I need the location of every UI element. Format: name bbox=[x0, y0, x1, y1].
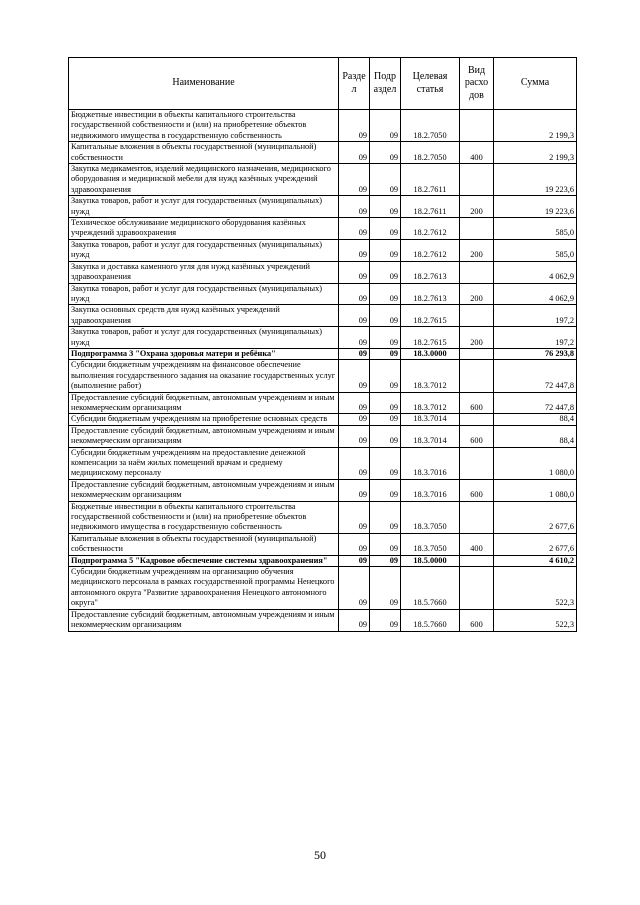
row-section: 09 bbox=[339, 196, 370, 218]
table-row bbox=[69, 239, 577, 261]
row-name: Капитальные вложения в объекты государственной (муниципальной) собственности bbox=[69, 142, 339, 164]
row-target: 18.2.7611 bbox=[401, 164, 460, 196]
row-exp-type: 600 bbox=[460, 609, 494, 631]
row-target: 18.3.0000 bbox=[401, 348, 460, 359]
row-section: 09 bbox=[339, 348, 370, 359]
row-subsection: 09 bbox=[370, 305, 401, 327]
row-section: 09 bbox=[339, 327, 370, 349]
row-section: 09 bbox=[339, 533, 370, 555]
row-subsection: 09 bbox=[370, 239, 401, 261]
row-name: Техническое обслуживание медицинского оборудования казённых учреждений здравоохранения bbox=[69, 218, 339, 240]
table-row bbox=[69, 567, 577, 610]
row-exp-type bbox=[460, 414, 494, 425]
row-exp-type bbox=[460, 555, 494, 566]
row-exp-type bbox=[460, 501, 494, 533]
row-section: 09 bbox=[339, 218, 370, 240]
row-subsection: 09 bbox=[370, 479, 401, 501]
row-section: 09 bbox=[339, 555, 370, 566]
row-subsection: 09 bbox=[370, 447, 401, 479]
row-exp-type: 200 bbox=[460, 196, 494, 218]
row-exp-type bbox=[460, 261, 494, 283]
row-exp-type: 200 bbox=[460, 239, 494, 261]
table-row bbox=[69, 218, 577, 240]
header-exp-type: Вид расхо дов bbox=[460, 58, 494, 110]
row-exp-type bbox=[460, 218, 494, 240]
budget-table-frame bbox=[68, 57, 576, 632]
table-row bbox=[69, 196, 577, 218]
row-subsection: 09 bbox=[370, 327, 401, 349]
row-exp-type: 600 bbox=[460, 479, 494, 501]
row-subsection: 09 bbox=[370, 414, 401, 425]
table-row bbox=[69, 261, 577, 283]
row-section: 09 bbox=[339, 360, 370, 392]
row-name: Закупка товаров, работ и услуг для государственных (муниципальных) нужд bbox=[69, 283, 339, 305]
row-sum: 197,2 bbox=[494, 305, 577, 327]
row-name: Закупка основных средств для нужд казённых учреждений здравоохранения bbox=[69, 305, 339, 327]
row-sum: 4 062,9 bbox=[494, 261, 577, 283]
table-row bbox=[69, 110, 577, 142]
row-name: Подпрограмма 5 "Кадровое обеспечение системы здравоохранения" bbox=[69, 555, 339, 566]
row-subsection: 09 bbox=[370, 392, 401, 414]
row-target: 18.2.7612 bbox=[401, 239, 460, 261]
row-target: 18.2.7615 bbox=[401, 327, 460, 349]
row-section: 09 bbox=[339, 567, 370, 610]
row-section: 09 bbox=[339, 110, 370, 142]
row-sum: 19 223,6 bbox=[494, 196, 577, 218]
row-sum: 2 199,3 bbox=[494, 110, 577, 142]
row-name: Бюджетные инвестиции в объекты капитального строительства государственной собственности и (или) на приобретение объектов недвижимого имущества в государственную собственность bbox=[69, 501, 339, 533]
row-sum: 88,4 bbox=[494, 414, 577, 425]
row-exp-type: 200 bbox=[460, 283, 494, 305]
row-name: Предоставление субсидий бюджетным, автономным учреждениям и иным некоммерческим организациям bbox=[69, 609, 339, 631]
table-row bbox=[69, 283, 577, 305]
row-section: 09 bbox=[339, 392, 370, 414]
row-exp-type: 600 bbox=[460, 392, 494, 414]
row-target: 18.5.7660 bbox=[401, 609, 460, 631]
row-sum: 2 677,6 bbox=[494, 533, 577, 555]
row-sum: 1 080,0 bbox=[494, 479, 577, 501]
table-row bbox=[69, 164, 577, 196]
table-row bbox=[69, 501, 577, 533]
table-row bbox=[69, 533, 577, 555]
row-sum: 4 062,9 bbox=[494, 283, 577, 305]
row-target: 18.2.7050 bbox=[401, 142, 460, 164]
row-name: Закупка товаров, работ и услуг для государственных (муниципальных) нужд bbox=[69, 196, 339, 218]
row-sum: 585,0 bbox=[494, 239, 577, 261]
row-target: 18.2.7613 bbox=[401, 261, 460, 283]
row-subsection: 09 bbox=[370, 218, 401, 240]
row-section: 09 bbox=[339, 501, 370, 533]
row-exp-type: 600 bbox=[460, 425, 494, 447]
row-name: Субсидии бюджетным учреждениям на организацию обучения медицинского персонала в рамках государственной программы Ненецкого автономного округа "Развитие здравоохранения Ненецкого автономного округа" bbox=[69, 567, 339, 610]
row-name: Капитальные вложения в объекты государственной (муниципальной) собственности bbox=[69, 533, 339, 555]
row-subsection: 09 bbox=[370, 110, 401, 142]
row-target: 18.3.7016 bbox=[401, 479, 460, 501]
row-subsection: 09 bbox=[370, 196, 401, 218]
table-row bbox=[69, 360, 577, 392]
row-name: Подпрограмма 3 "Охрана здоровья матери и ребёнка" bbox=[69, 348, 339, 359]
row-target: 18.3.7012 bbox=[401, 392, 460, 414]
header-row bbox=[69, 58, 577, 110]
row-name: Бюджетные инвестиции в объекты капитального строительства государственной собственности и (или) на приобретение объектов недвижимого имущества в государственную собственность bbox=[69, 110, 339, 142]
row-exp-type: 400 bbox=[460, 533, 494, 555]
row-subsection: 09 bbox=[370, 348, 401, 359]
row-exp-type bbox=[460, 164, 494, 196]
row-section: 09 bbox=[339, 261, 370, 283]
row-name: Закупка товаров, работ и услуг для государственных (муниципальных) нужд bbox=[69, 327, 339, 349]
row-target: 18.3.7012 bbox=[401, 360, 460, 392]
table-row bbox=[69, 555, 577, 566]
header-sum: Сумма bbox=[494, 58, 577, 110]
row-sum: 2 199,3 bbox=[494, 142, 577, 164]
row-sum: 88,4 bbox=[494, 425, 577, 447]
row-target: 18.2.7611 bbox=[401, 196, 460, 218]
row-name: Предоставление субсидий бюджетным, автономным учреждениям и иным некоммерческим организациям bbox=[69, 392, 339, 414]
row-section: 09 bbox=[339, 609, 370, 631]
row-name: Субсидии бюджетным учреждениям на финансовое обеспечение выполнения государственного задания на оказание государственных услуг (выполнение работ) bbox=[69, 360, 339, 392]
row-sum: 2 677,6 bbox=[494, 501, 577, 533]
table-row bbox=[69, 479, 577, 501]
row-subsection: 09 bbox=[370, 555, 401, 566]
table-row bbox=[69, 425, 577, 447]
row-sum: 1 080,0 bbox=[494, 447, 577, 479]
row-sum: 4 610,2 bbox=[494, 555, 577, 566]
header-target: Целевая статья bbox=[401, 58, 460, 110]
row-section: 09 bbox=[339, 414, 370, 425]
row-section: 09 bbox=[339, 142, 370, 164]
table-row bbox=[69, 447, 577, 479]
row-subsection: 09 bbox=[370, 164, 401, 196]
page-number: 50 bbox=[314, 848, 326, 862]
row-sum: 19 223,6 bbox=[494, 164, 577, 196]
row-exp-type bbox=[460, 110, 494, 142]
row-subsection: 09 bbox=[370, 501, 401, 533]
row-target: 18.3.7014 bbox=[401, 414, 460, 425]
row-subsection: 09 bbox=[370, 360, 401, 392]
row-exp-type bbox=[460, 360, 494, 392]
table-row bbox=[69, 609, 577, 631]
row-target: 18.2.7615 bbox=[401, 305, 460, 327]
row-section: 09 bbox=[339, 447, 370, 479]
row-section: 09 bbox=[339, 479, 370, 501]
row-section: 09 bbox=[339, 239, 370, 261]
header-section: Разде л bbox=[339, 58, 370, 110]
table-body bbox=[69, 110, 577, 632]
row-name: Предоставление субсидий бюджетным, автономным учреждениям и иным некоммерческим организациям bbox=[69, 425, 339, 447]
row-name: Закупка товаров, работ и услуг для государственных (муниципальных) нужд bbox=[69, 239, 339, 261]
row-target: 18.5.0000 bbox=[401, 555, 460, 566]
row-exp-type bbox=[460, 447, 494, 479]
row-section: 09 bbox=[339, 283, 370, 305]
row-target: 18.2.7613 bbox=[401, 283, 460, 305]
row-subsection: 09 bbox=[370, 283, 401, 305]
row-exp-type: 200 bbox=[460, 327, 494, 349]
row-subsection: 09 bbox=[370, 142, 401, 164]
row-subsection: 09 bbox=[370, 609, 401, 631]
row-target: 18.3.7050 bbox=[401, 501, 460, 533]
row-subsection: 09 bbox=[370, 425, 401, 447]
row-subsection: 09 bbox=[370, 533, 401, 555]
row-section: 09 bbox=[339, 425, 370, 447]
budget-table bbox=[68, 57, 577, 632]
row-subsection: 09 bbox=[370, 567, 401, 610]
row-target: 18.2.7050 bbox=[401, 110, 460, 142]
row-exp-type bbox=[460, 305, 494, 327]
row-name: Субсидии бюджетным учреждениям на приобретение основных средств bbox=[69, 414, 339, 425]
table-row bbox=[69, 392, 577, 414]
row-exp-type: 400 bbox=[460, 142, 494, 164]
row-subsection: 09 bbox=[370, 261, 401, 283]
table-row bbox=[69, 414, 577, 425]
table-row bbox=[69, 305, 577, 327]
row-exp-type bbox=[460, 348, 494, 359]
row-name: Субсидии бюджетным учреждениям на предоставление денежной компенсации за наём жилых помещений врачам и среднему медицинскому персоналу bbox=[69, 447, 339, 479]
header-name: Наименование bbox=[69, 58, 339, 110]
row-sum: 585,0 bbox=[494, 218, 577, 240]
row-sum: 76 293,8 bbox=[494, 348, 577, 359]
row-section: 09 bbox=[339, 164, 370, 196]
row-target: 18.3.7050 bbox=[401, 533, 460, 555]
row-target: 18.2.7612 bbox=[401, 218, 460, 240]
row-target: 18.5.7660 bbox=[401, 567, 460, 610]
table-row bbox=[69, 142, 577, 164]
header-subsection: Подр аздел bbox=[370, 58, 401, 110]
row-sum: 522,3 bbox=[494, 567, 577, 610]
row-name: Закупка медикаментов, изделий медицинского назначения, медицинского оборудования и медицинской мебели для нужд казённых учреждений здравоохранения bbox=[69, 164, 339, 196]
row-target: 18.3.7016 bbox=[401, 447, 460, 479]
row-section: 09 bbox=[339, 305, 370, 327]
row-sum: 72 447,8 bbox=[494, 392, 577, 414]
table-row bbox=[69, 327, 577, 349]
row-sum: 522,3 bbox=[494, 609, 577, 631]
row-sum: 197,2 bbox=[494, 327, 577, 349]
row-target: 18.3.7014 bbox=[401, 425, 460, 447]
row-name: Предоставление субсидий бюджетным, автономным учреждениям и иным некоммерческим организациям bbox=[69, 479, 339, 501]
row-sum: 72 447,8 bbox=[494, 360, 577, 392]
table-row bbox=[69, 348, 577, 359]
row-name: Закупка и доставка каменного угля для нужд казённых учреждений здравоохранения bbox=[69, 261, 339, 283]
row-exp-type bbox=[460, 567, 494, 610]
